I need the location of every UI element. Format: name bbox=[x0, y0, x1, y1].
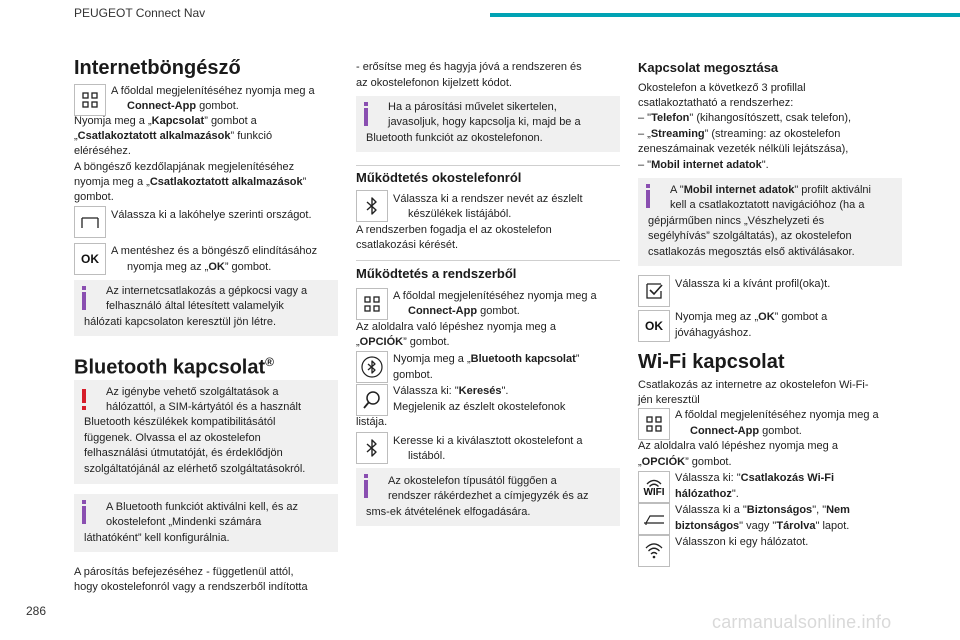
text-line: Connect-App gombot. bbox=[127, 100, 239, 112]
text-line: „Csatlakoztatott alkalmazások” funkció bbox=[74, 130, 273, 142]
info-note: Az internetcsatlakozás a gépkocsi vagy a felhasználó által létesített valamelyik hálózati kapcsolaton keresztül jön létre. bbox=[74, 280, 338, 336]
text-line: az okostelefonon kijelzett kódot. bbox=[356, 77, 512, 89]
divider bbox=[356, 165, 620, 166]
text-line: A böngésző kezdőlapjának megjelenítéséhez bbox=[74, 161, 295, 173]
info-icon bbox=[82, 292, 86, 310]
info-icon bbox=[82, 506, 86, 524]
text-line: „OPCIÓK” gombot. bbox=[356, 336, 450, 348]
info-icon bbox=[364, 480, 368, 498]
text-line: Megjelenik az észlelt okostelefonok bbox=[393, 401, 566, 413]
heading-connection-sharing: Kapcsolat megosztása bbox=[638, 60, 779, 75]
search-icon bbox=[356, 384, 388, 416]
text-line: jén keresztül bbox=[638, 394, 700, 406]
text-line: nyomja meg a „Csatlakoztatott alkalmazások” bbox=[74, 176, 307, 188]
text-line: Válassza ki a lakóhelye szerinti országot. bbox=[111, 209, 312, 221]
watermark: carmanualsonline.info bbox=[712, 612, 892, 632]
text-line: gombot. bbox=[393, 369, 433, 381]
bluetooth-icon bbox=[356, 432, 388, 464]
heading-bluetooth: Bluetooth kapcsolat® bbox=[74, 355, 274, 379]
text-line: csatlakozási kérését. bbox=[356, 239, 459, 251]
info-note: Ha a párosítási művelet sikertelen, javasoljuk, hogy kapcsolja ki, majd be a Bluetooth funkciót az okostelefonon. bbox=[356, 96, 620, 152]
page-number: 286 bbox=[26, 604, 47, 618]
text-line: Csatlakozás az internetre az okostelefon Wi-Fi- bbox=[638, 379, 869, 391]
header-accent-bar bbox=[490, 13, 960, 17]
text-line: zeneszámainak vezeték nélküli lejátszása), bbox=[638, 143, 849, 155]
country-select-icon bbox=[74, 206, 106, 238]
bluetooth-icon bbox=[356, 190, 388, 222]
text-line: Okostelefon a következő 3 profillal bbox=[638, 82, 806, 94]
warning-icon bbox=[82, 389, 86, 403]
ok-icon: OK bbox=[74, 243, 106, 275]
text-line: gombot. bbox=[74, 191, 114, 203]
text-line: hálózathoz". bbox=[675, 488, 739, 500]
info-icon bbox=[364, 108, 368, 126]
text-line: A főoldal megjelenítéséhez nyomja meg a bbox=[393, 290, 597, 302]
text-line: A főoldal megjelenítéséhez nyomja meg a bbox=[111, 85, 315, 97]
text-line: biztonságos" vagy "Tárolva" lapot. bbox=[675, 520, 850, 532]
text-line: Connect-App gombot. bbox=[690, 425, 802, 437]
connect-app-icon bbox=[356, 288, 388, 320]
text-line: hogy okostelefonról vagy a rendszerből indította bbox=[74, 581, 308, 593]
wifi-icon bbox=[638, 535, 670, 567]
text-line: jóváhagyáshoz. bbox=[675, 327, 752, 339]
text-line: – "Telefon" (kihangosítószett, csak telefon), bbox=[638, 112, 852, 124]
text-line: A mentéshez és a böngésző elindításához bbox=[111, 245, 318, 257]
wifi-icon: WIFI bbox=[638, 471, 670, 503]
text-line: Az aloldalra való lépéshez nyomja meg a bbox=[638, 440, 838, 452]
text-line: készülékek listájából. bbox=[408, 208, 512, 220]
text-line: Keresse ki a kiválasztott okostelefont a bbox=[393, 435, 583, 447]
text-line: A rendszerben fogadja el az okostelefon bbox=[356, 224, 552, 236]
connect-app-icon bbox=[638, 408, 670, 440]
text-line: listája. bbox=[356, 416, 388, 428]
text-line: - erősítse meg és hagyja jóvá a rendszeren és bbox=[356, 61, 582, 73]
text-line: Nyomja meg az „OK” gombot a bbox=[675, 311, 828, 323]
connect-app-icon bbox=[74, 84, 106, 116]
ok-icon: OK bbox=[638, 310, 670, 342]
text-line: A főoldal megjelenítéséhez nyomja meg a bbox=[675, 409, 879, 421]
text-line: Válassza ki a "Biztonságos", "Nem bbox=[675, 504, 850, 516]
divider bbox=[356, 260, 620, 261]
info-note: A "Mobil internet adatok" profilt aktiválni kell a csatlakoztatott navigációhoz (ha a gépjárműben nincs „Vészhelyzeti és segélyhívás” szolgáltatás), az okostelefon csatlakozás megosztás első aktiválásakor. bbox=[638, 178, 902, 266]
text-line: Válasszon ki egy hálózatot. bbox=[675, 536, 809, 548]
text-line: nyomja meg az „OK” gombot. bbox=[127, 261, 272, 273]
heading-wifi: Wi-Fi kapcsolat bbox=[638, 351, 785, 373]
text-line: Nyomja meg a „Bluetooth kapcsolat” bbox=[393, 353, 580, 365]
text-line: Az aloldalra való lépéshez nyomja meg a bbox=[356, 321, 556, 333]
text-line: – „Streaming” (streaming: az okostelefon bbox=[638, 128, 841, 140]
tab-icon bbox=[638, 503, 670, 535]
heading-operate-from-system: Működtetés a rendszerből bbox=[356, 266, 517, 281]
text-line: Connect-App gombot. bbox=[408, 305, 520, 317]
text-line: Válassza ki: "Keresés". bbox=[393, 385, 509, 397]
text-line: eléréséhez. bbox=[74, 145, 131, 157]
checkbox-icon bbox=[638, 275, 670, 307]
info-note: Az okostelefon típusától függően a rendszer rákérdezhet a címjegyzék és az sms-ek átvételének elfogadására. bbox=[356, 468, 620, 526]
text-line: A párosítás befejezéséhez - függetlenül attól, bbox=[74, 566, 294, 578]
text-line: Nyomja meg a „Kapcsolat” gombot a bbox=[74, 115, 257, 127]
text-line: „OPCIÓK” gombot. bbox=[638, 456, 732, 468]
text-line: listából. bbox=[408, 450, 446, 462]
info-note: A Bluetooth funkciót aktiválni kell, és az okostelefont „Mindenki számára láthatóként” kell konfigurálnia. bbox=[74, 494, 338, 552]
running-header-title: PEUGEOT Connect Nav bbox=[74, 6, 206, 20]
text-line: csatlakoztatható a rendszerhez: bbox=[638, 97, 794, 109]
text-line: – "Mobil internet adatok". bbox=[638, 159, 769, 171]
warning-note: Az igénybe vehető szolgáltatások a hálózattól, a SIM-kártyától és a használt Bluetooth készülékek kompatibilitásától függenek. Olvassa el az okostelefon felhasználási útmutatóját, és érdeklődjön szolgáltatójánál az elérhető szolgáltatásokról. bbox=[74, 380, 338, 484]
text-line: Válassza ki: "Csatlakozás Wi-Fi bbox=[675, 472, 835, 484]
heading-internet-browser: Internetböngésző bbox=[74, 57, 241, 79]
bluetooth-connection-icon bbox=[356, 351, 388, 383]
text-line: Válassza ki a rendszer nevét az észlelt bbox=[393, 193, 583, 205]
text-line: Válassza ki a kívánt profil(oka)t. bbox=[675, 278, 831, 290]
info-icon bbox=[646, 190, 650, 208]
heading-operate-from-phone: Működtetés okostelefonról bbox=[356, 170, 522, 185]
